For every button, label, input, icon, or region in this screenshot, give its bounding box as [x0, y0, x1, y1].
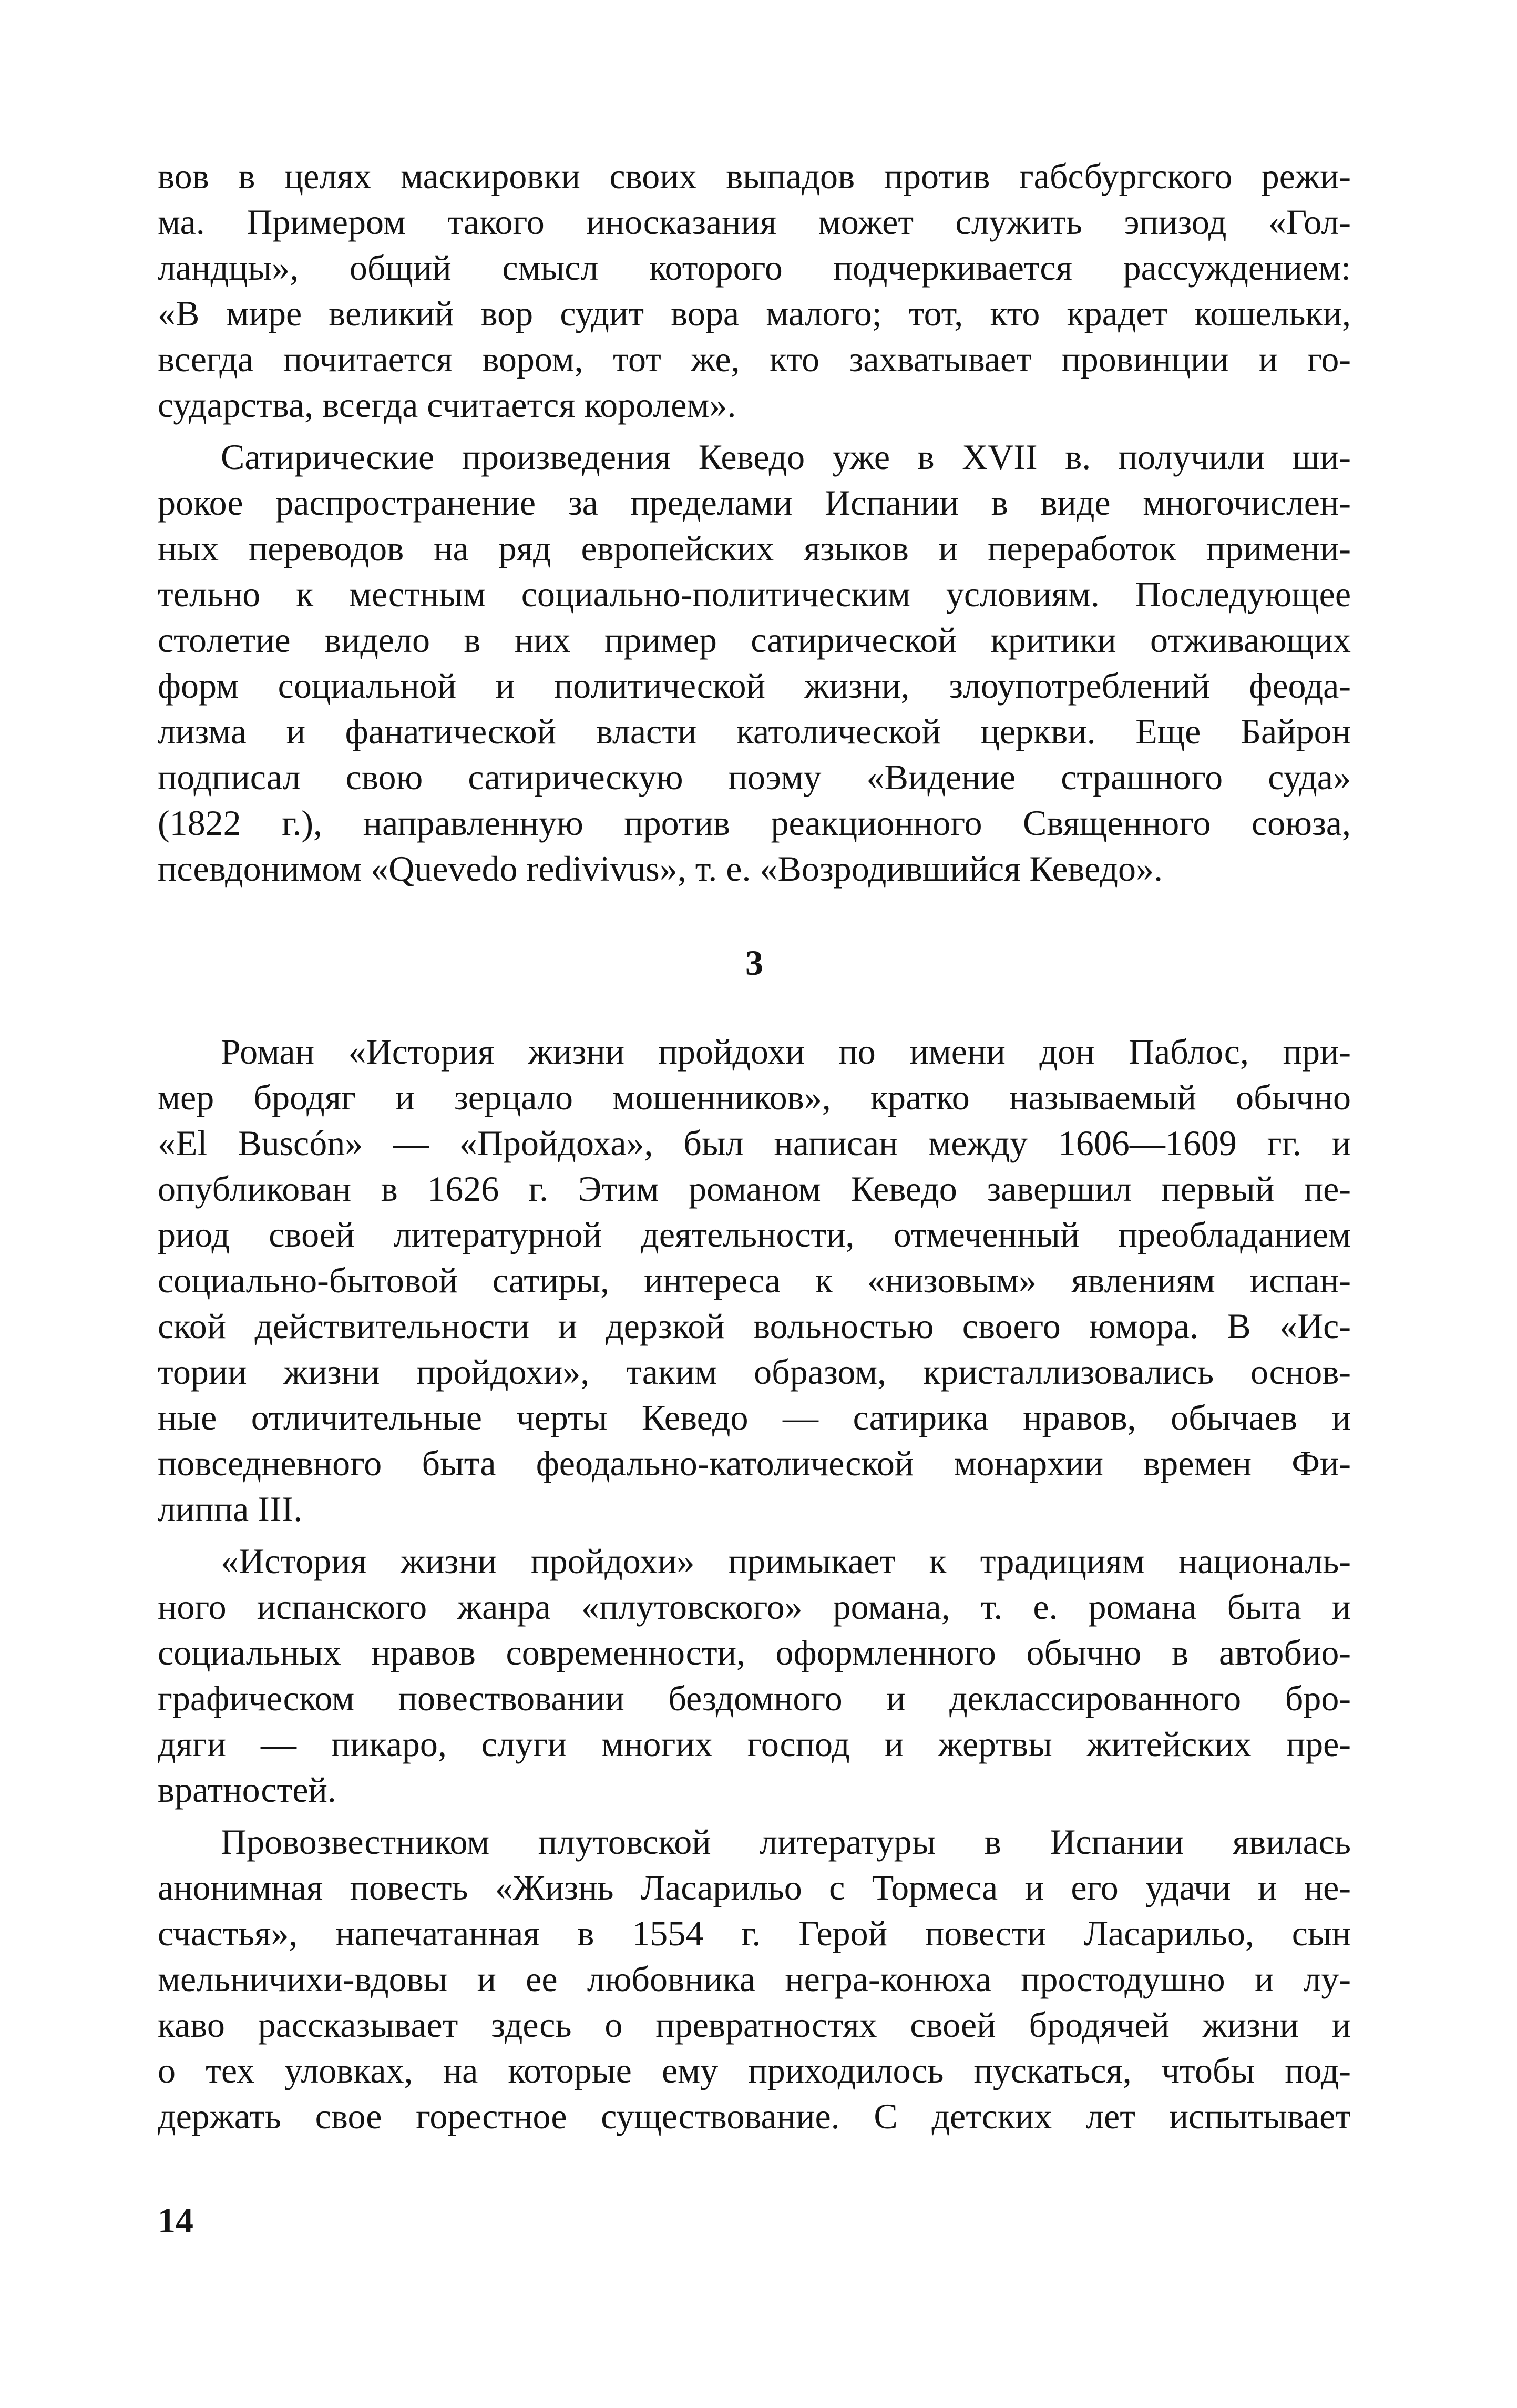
- paragraph-5: [158, 1819, 1351, 2139]
- paragraph-4: [158, 1538, 1351, 1813]
- text-line: ской действительности и дерзкой вольностью своего юмора. В «Ис-: [158, 1306, 1351, 1346]
- text-line: Сатирические произведения Кеведо уже в XVII в. получили ши-: [221, 437, 1351, 477]
- text-line: «El Buscón» — «Пройдоха», был написан между 1606—1609 гг. и: [158, 1123, 1351, 1163]
- text-line: держать свое горестное существование. С детских лет испытывает: [158, 2096, 1351, 2136]
- text-line: дяги — пикаро, слуги многих господ и жертвы житейских пре-: [158, 1724, 1351, 1764]
- text-line: подписал свою сатирическую поэму «Видение страшного суда»: [158, 757, 1351, 797]
- text-line: вратностей.: [158, 1770, 336, 1810]
- text-line: лизма и фанатической власти католической церкви. Еще Байрон: [158, 711, 1351, 751]
- text-line: повседневного быта феодально-католической монархии времен Фи-: [158, 1443, 1351, 1483]
- text-line: мер бродяг и зерцало мошенников», кратко называемый обычно: [158, 1077, 1351, 1117]
- text-line: опубликован в 1626 г. Этим романом Кеведо завершил первый пе-: [158, 1169, 1351, 1209]
- text-line: ландцы», общий смысл которого подчеркивается рассуждением:: [158, 248, 1351, 288]
- text-line: социально-бытовой сатиры, интереса к «низовым» явлениям испан-: [158, 1260, 1351, 1300]
- text-line: всегда почитается вором, тот же, кто захватывает провинции и го-: [158, 339, 1351, 379]
- text-line: сударства, всегда считается королем».: [158, 385, 736, 425]
- text-line: Провозвестником плутовской литературы в Испании явилась: [221, 1822, 1351, 1862]
- text-line: мельничихи-вдовы и ее любовника негра-конюха простодушно и лу-: [158, 1959, 1351, 1999]
- paragraph-2: [158, 434, 1351, 892]
- page-body: [158, 154, 1351, 2139]
- text-line: ма. Примером такого иносказания может служить эпизод «Гол-: [158, 202, 1351, 242]
- text-line: социальных нравов современности, оформленного обычно в автобио-: [158, 1632, 1351, 1672]
- text-line: анонимная повесть «Жизнь Ласарильо с Тормеса и его удачи и не-: [158, 1868, 1351, 1907]
- text-line: ного испанского жанра «плутовского» романа, т. е. романа быта и: [158, 1587, 1351, 1627]
- text-line: о тех уловках, на которые ему приходилось пускаться, чтобы под-: [158, 2050, 1351, 2090]
- paragraph-3: [158, 1029, 1351, 1532]
- text-line: счастья», напечатанная в 1554 г. Герой повести Ласарильо, сын: [158, 1913, 1351, 1953]
- text-line: риод своей литературной деятельности, отмеченный преобладанием: [158, 1215, 1351, 1254]
- text-line: липпа III.: [158, 1489, 303, 1529]
- page-number: 14: [158, 2200, 193, 2240]
- text-line: рокое распространение за пределами Испании в виде многочислен-: [158, 483, 1351, 523]
- paragraph-1: [158, 154, 1351, 428]
- text-line: Роман «История жизни пройдохи по имени дон Паблос, при-: [221, 1032, 1351, 1072]
- text-line: «История жизни пройдохи» примыкает к традициям националь-: [221, 1541, 1351, 1581]
- text-line: столетие видело в них пример сатирической критики отживающих: [158, 620, 1351, 660]
- text-line: тельно к местным социально-политическим условиям. Последующее: [158, 574, 1351, 614]
- text-line: ных переводов на ряд европейских языков и переработок примени-: [158, 528, 1351, 568]
- text-line: форм социальной и политической жизни, злоупотреблений феода-: [158, 666, 1351, 706]
- text-line: ные отличительные черты Кеведо — сатирика нравов, обычаев и: [158, 1397, 1351, 1437]
- section-number: 3: [745, 943, 763, 983]
- text-line: псевдонимом «Quevedo redivivus», т. е. «Возродившийся Кеведо».: [158, 849, 1163, 889]
- text-line: графическом повествовании бездомного и деклассированного бро-: [158, 1678, 1351, 1718]
- text-line: каво рассказывает здесь о превратностях своей бродячей жизни и: [158, 2005, 1351, 2045]
- text-line: «В мире великий вор судит вора малого; тот, кто крадет кошельки,: [158, 293, 1351, 333]
- text-line: вов в целях маскировки своих выпадов против габсбургского режи-: [158, 156, 1351, 196]
- text-line: (1822 г.), направленную против реакционного Священного союза,: [158, 803, 1351, 843]
- text-line: тории жизни пройдохи», таким образом, кристаллизовались основ-: [158, 1352, 1351, 1392]
